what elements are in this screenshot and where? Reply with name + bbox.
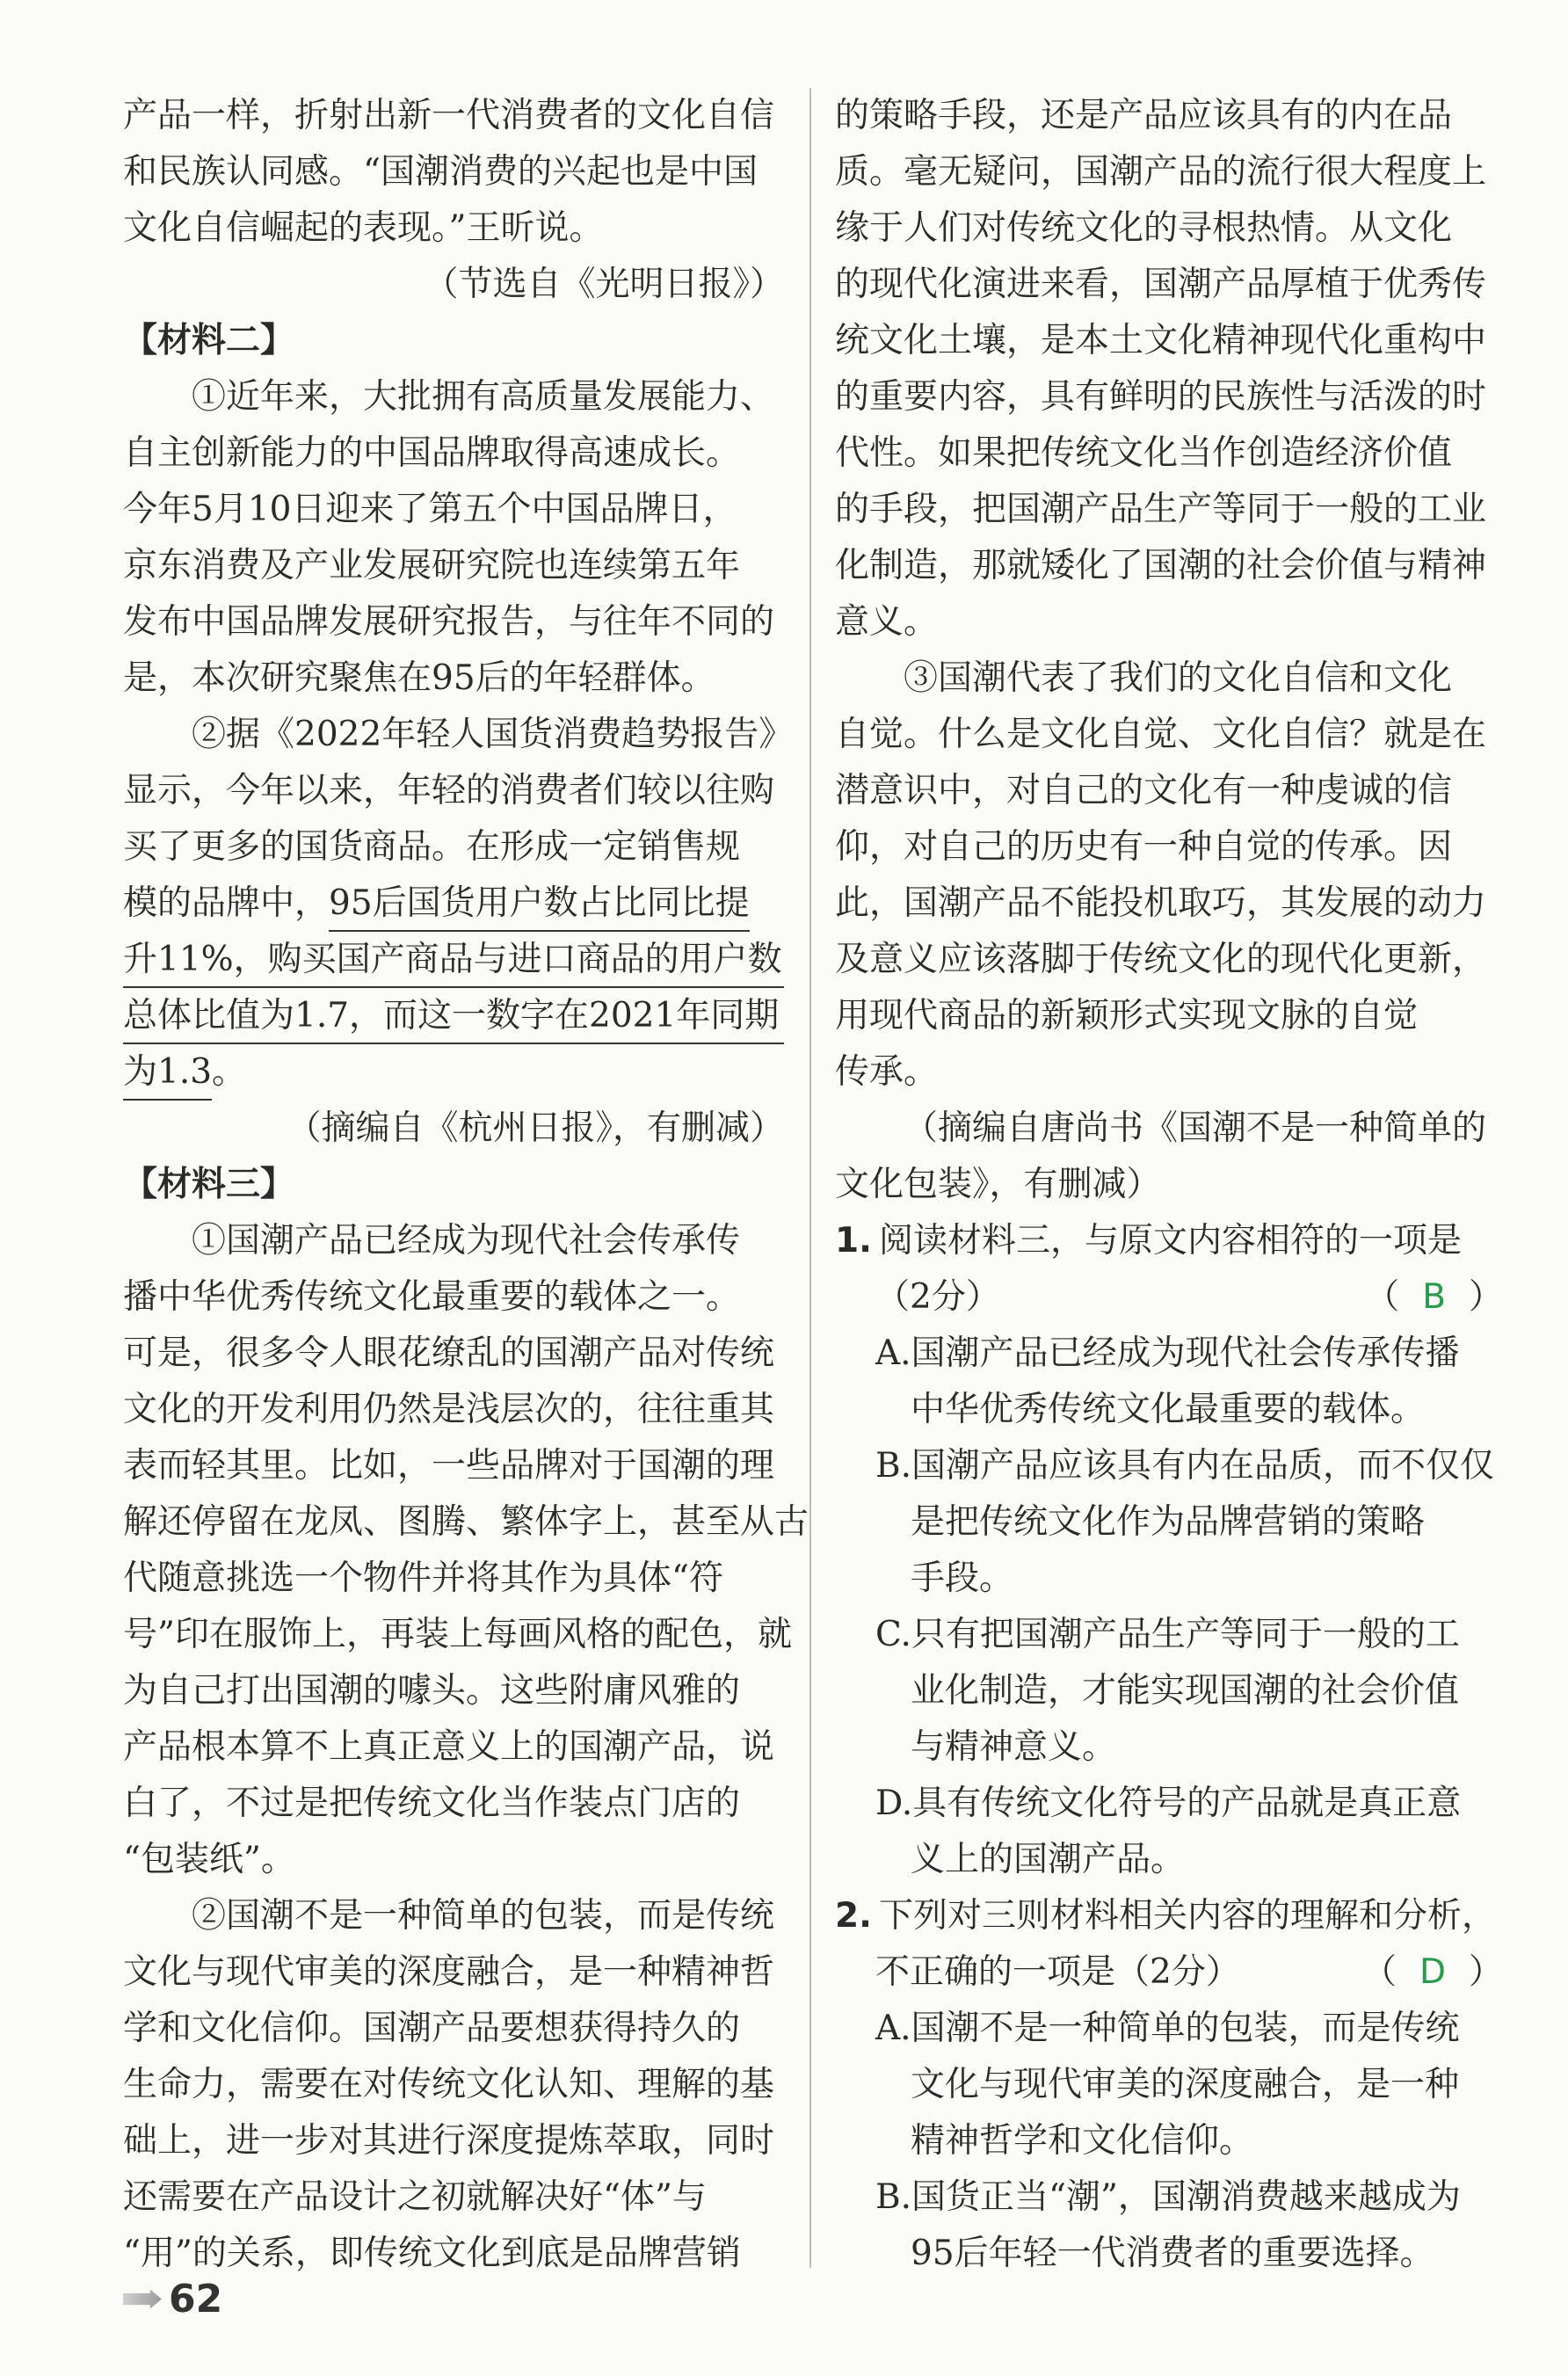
left-column (123, 88, 809, 2282)
text-line: 是，本次研究聚焦在95后的年轻群体。 (123, 658, 715, 698)
text-line: 发布中国品牌发展研究报告，与往年不同的 (123, 602, 775, 642)
text-line: 表而轻其里。比如，一些品牌对于国潮的理 (123, 1446, 775, 1486)
text-line: 文化自信崛起的表现。”王昕说。 (123, 208, 604, 248)
answer-mark: D (1419, 1952, 1446, 1992)
text-line: 还需要在产品设计之初就解决好“体”与 (123, 2177, 707, 2217)
question-number: 2. (835, 1896, 872, 1936)
text-line: 用现代商品的新颖形式实现文脉的自觉 (835, 996, 1419, 1035)
paren-open: （ (1361, 1952, 1397, 1992)
text-line: ②据《2022年轻人国货消费趋势报告》 (192, 715, 794, 754)
text-line: 的手段，把国潮产品生产等同于一般的工业 (835, 490, 1487, 529)
text-line: 号”印在服饰上，再装上每画风格的配色，就 (123, 1615, 792, 1654)
text-line: 白了，不过是把传统文化当作装点门店的 (123, 1784, 741, 1823)
text-line: 意义。 (835, 602, 939, 642)
underlined-text: 升11%，购买国产商品与进口商品的用户数 (123, 932, 784, 988)
text-line: 代性。如果把传统文化当作创造经济价值 (835, 433, 1453, 473)
material2-heading: 【材料二】 (123, 321, 295, 360)
source-citation: （摘编自《杭州日报》，有删减） (287, 1108, 784, 1148)
text-line: 质。毫无疑问，国潮产品的流行很大程度上 (835, 152, 1487, 192)
option-line: 与精神意义。 (911, 1727, 1117, 1767)
question-number: 1. (835, 1221, 872, 1261)
answer-slot (1362, 1944, 1503, 2001)
question-text: 阅读材料三，与原文内容相符的一项是 (878, 1221, 1462, 1261)
text-line: 买了更多的国货商品。在形成一定销售规 (123, 827, 741, 867)
text-line: 学和文化信仰。国潮产品要想获得持久的 (123, 2009, 741, 2048)
text-line: 产品根本算不上真正意义上的国潮产品，说 (123, 1727, 775, 1767)
question-score: 不正确的一项是（2分） (875, 1952, 1240, 1992)
answer-mark: B (1422, 1277, 1446, 1317)
text-line: 京东消费及产业发展研究院也连续第五年 (123, 546, 741, 585)
text-line: 代随意挑选一个物件并将其作为具体“符 (123, 1559, 723, 1598)
text-line: 产品一样，折射出新一代消费者的文化自信 (123, 96, 775, 135)
option-line: B.国货正当“潮”，国潮消费越来越成为 (875, 2177, 1461, 2217)
text-line: 统文化土壤，是本土文化精神现代化重构中 (835, 321, 1487, 360)
text-line: 的重要内容，具有鲜明的民族性与活泼的时 (835, 377, 1487, 417)
option-line: D.具有传统文化符号的产品就是真正意 (875, 1784, 1462, 1823)
answer-slot (1365, 1269, 1503, 1326)
text-line: 显示，今年以来，年轻的消费者们较以往购 (123, 771, 775, 810)
option-line: A.国潮不是一种简单的包装，而是传统 (875, 2009, 1460, 2048)
option-line: 手段。 (911, 1559, 1014, 1598)
underlined-text: 总体比值为1.7，而这一数字在2021年同期 (123, 988, 784, 1044)
page-number: 62 (169, 2277, 223, 2322)
text-line: 可是，很多令人眼花缭乱的国潮产品对传统 (123, 1333, 775, 1373)
text-line: ③国潮代表了我们的文化自信和文化 (904, 658, 1453, 698)
material3-heading: 【材料三】 (123, 1165, 295, 1204)
text-line: ①国潮产品已经成为现代社会传承传 (192, 1221, 741, 1261)
text-line: 仰，对自己的历史有一种自觉的传承。因 (835, 827, 1453, 867)
text-line: 自觉。什么是文化自觉、文化自信？就是在 (835, 715, 1487, 754)
text-line: 今年5月10日迎来了第五个中国品牌日， (123, 490, 737, 529)
source-citation: （节选自《光明日报》） (424, 265, 784, 304)
option-line: A.国潮产品已经成为现代社会传承传播 (875, 1333, 1460, 1373)
option-line: B.国潮产品应该具有内在品质，而不仅仅 (875, 1446, 1495, 1486)
option-line: C.只有把国潮产品生产等同于一般的工 (875, 1615, 1460, 1654)
text-line: ①近年来，大批拥有高质量发展能力、 (192, 377, 775, 417)
paren-close: ） (1468, 1277, 1503, 1317)
question-score: （2分） (875, 1277, 1000, 1317)
text-line: 自主创新能力的中国品牌取得高速成长。 (123, 433, 741, 473)
text-line: 为自己打出国潮的噱头。这些附庸风雅的 (123, 1671, 741, 1711)
question-text: 下列对三则材料相关内容的理解和分析， (878, 1896, 1496, 1936)
text-line: 缘于人们对传统文化的寻根热情。从文化 (835, 208, 1453, 248)
text-segment: 模的品牌中， (123, 883, 330, 923)
text-line: 播中华优秀传统文化最重要的载体之一。 (123, 1277, 741, 1317)
underlined-line (123, 988, 784, 1044)
text-line: “用”的关系，即传统文化到底是品牌营销 (123, 2234, 741, 2273)
text-line: 的策略手段，还是产品应该具有的内在品 (835, 96, 1453, 135)
question-2-stem (835, 1888, 1503, 1944)
question-2-stem-line2 (835, 1944, 1503, 2001)
text-line: 和民族认同感。“国潮消费的兴起也是中国 (123, 152, 758, 192)
paren-close: ） (1468, 1952, 1503, 1992)
underlined-text: 95后国货用户数占比同比提 (329, 876, 750, 932)
text-line: ②国潮不是一种简单的包装，而是传统 (192, 1896, 775, 1936)
option-line: 文化与现代审美的深度融合，是一种 (911, 2065, 1460, 2104)
source-citation: 文化包装》，有删减） (835, 1165, 1161, 1204)
text-line: 化制造，那就矮化了国潮的社会价值与精神 (835, 546, 1487, 585)
text-line: 文化与现代审美的深度融合，是一种精神哲 (123, 1952, 775, 1992)
underlined-line (123, 932, 784, 988)
option-line: 中华优秀传统文化最重要的载体。 (911, 1390, 1426, 1429)
option-line: 精神哲学和文化信仰。 (911, 2121, 1254, 2161)
text-line: 及意义应该落脚于传统文化的现代化更新， (835, 940, 1487, 979)
page-footer (123, 2277, 222, 2322)
text-line: 解还停留在龙凤、图腾、繁体字上，甚至从古 (123, 1502, 809, 1542)
source-citation: （摘编自唐尚书《国潮不是一种简单的 (904, 1108, 1487, 1148)
question-1-stem (835, 1213, 1503, 1269)
text-line (123, 876, 784, 932)
arrow-icon (123, 2290, 162, 2309)
text-line: 生命力，需要在对传统文化认知、理解的基 (123, 2065, 775, 2104)
option-line: 是把传统文化作为品牌营销的策略 (911, 1502, 1426, 1542)
underlined-text: 为1.3 (123, 1044, 212, 1101)
option-line: 义上的国潮产品。 (911, 1840, 1186, 1879)
option-line: 业化制造，才能实现国潮的社会价值 (911, 1671, 1460, 1711)
text-line: 础上，进一步对其进行深度提炼萃取，同时 (123, 2121, 775, 2161)
right-column (835, 88, 1503, 2282)
option-line: 95后年轻一代消费者的重要选择。 (911, 2234, 1434, 2273)
text-segment: 。 (212, 1052, 247, 1092)
question-1-stem-line2 (835, 1269, 1503, 1326)
text-line: 此，国潮产品不能投机取巧，其发展的动力 (835, 883, 1487, 923)
column-divider (809, 88, 811, 2268)
text-line: 传承。 (835, 1052, 939, 1092)
text-line: 潜意识中，对自己的文化有一种虔诚的信 (835, 771, 1453, 810)
text-line: 的现代化演进来看，国潮产品厚植于优秀传 (835, 265, 1487, 304)
text-line: 文化的开发利用仍然是浅层次的，往往重其 (123, 1390, 775, 1429)
text-line (123, 1044, 784, 1101)
paren-open: （ (1365, 1277, 1400, 1317)
text-line: “包装纸”。 (123, 1840, 295, 1879)
